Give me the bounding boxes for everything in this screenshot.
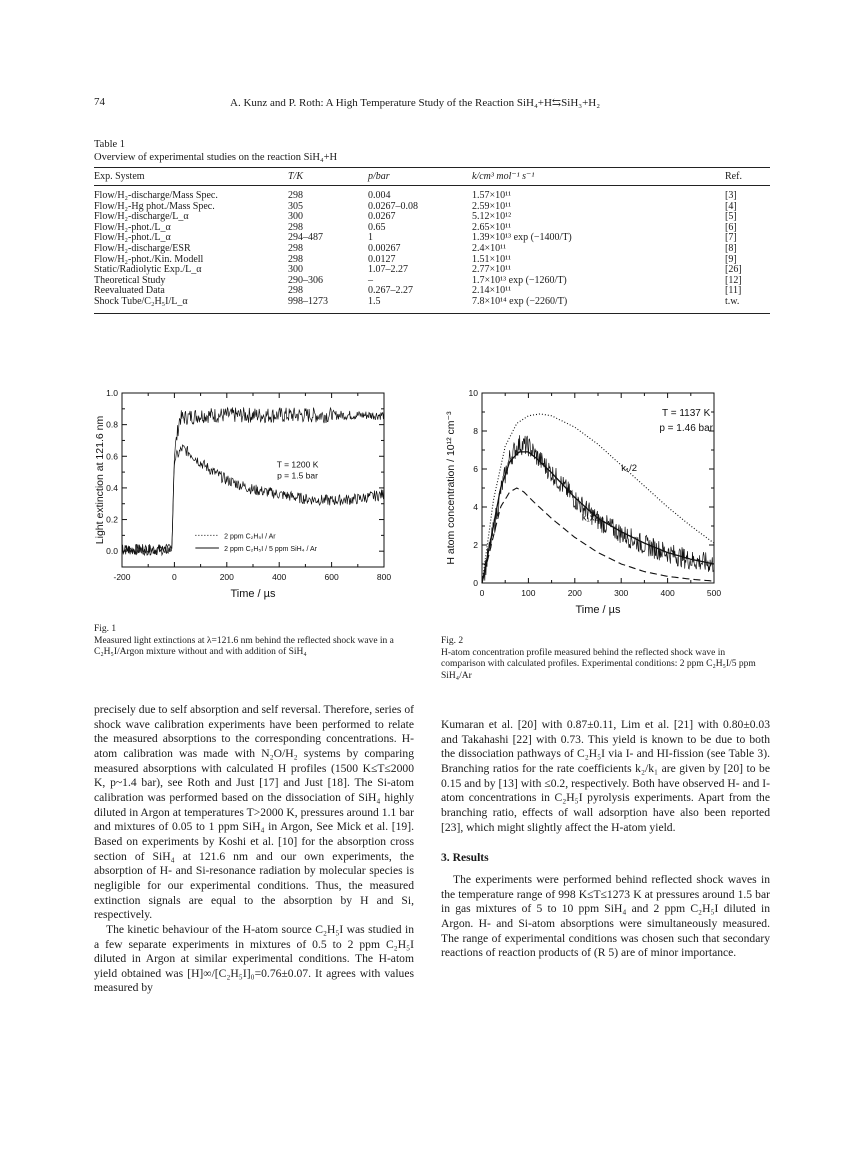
table-title: Overview of experimental studies on the reaction SiH₄+H — [94, 152, 338, 163]
cell-pressure: – — [368, 274, 373, 286]
annotation-pressure: p = 1.5 bar — [277, 470, 318, 481]
figure-1-caption: Measured light extinctions at λ=121.6 nm behind the reflected shock wave in a C₂H₅I/Argon mixture without and with addition of SiH₄ — [94, 635, 394, 657]
cell-rate: 1.57×10¹¹ — [472, 190, 512, 201]
table-header-row — [94, 168, 770, 186]
x-tick-label: 300 — [614, 588, 629, 598]
table-row — [94, 276, 770, 287]
figure-2-label: Fig. 2 — [441, 636, 464, 646]
cell-rate: 2.59×10¹¹ — [472, 200, 512, 212]
y-tick-label: 6 — [473, 464, 478, 474]
cell-system: Shock Tube/C₂H₅I/L_α — [94, 297, 288, 313]
cell-system: Flow/H₂-phot./Kin. Modell — [94, 253, 204, 265]
series-line-0 — [482, 414, 714, 583]
cell-system: Flow/H₂-discharge/Mass Spec. — [94, 190, 218, 201]
cell-rate: 7.8×10¹⁴ exp (−2260/T) — [472, 297, 725, 313]
figure-2-caption-block — [441, 636, 770, 682]
table-row — [94, 212, 770, 223]
x-tick-label: 200 — [219, 572, 234, 582]
cell-temperature: 298 — [288, 190, 303, 201]
cell-ref: [3] — [725, 190, 737, 201]
legend-label-2: 2 ppm C₂H₅I / 5 ppm SiH₄ / Ar — [224, 546, 317, 554]
cell-pressure: 0.65 — [368, 221, 386, 233]
cell-pressure: 0.267–2.27 — [368, 285, 413, 297]
x-axis-label: Time / µs — [230, 588, 276, 600]
cell-ref: [12] — [725, 274, 742, 286]
col-header-pressure: p/bar — [368, 168, 472, 186]
cell-temperature: 998–1273 — [288, 297, 368, 313]
cell-pressure: 1.5 — [368, 297, 472, 313]
y-axis-label: Light extinction at 121.6 nm — [94, 415, 106, 545]
cell-temperature: 298 — [288, 253, 303, 265]
cell-system: Flow/H₂-discharge/L_α — [94, 211, 189, 223]
cell-ref: t.w. — [725, 297, 770, 313]
cell-temperature: 298 — [288, 221, 303, 233]
figure-2-plot — [440, 386, 740, 632]
page-number: 74 — [94, 96, 105, 108]
y-tick-label: 0.6 — [106, 451, 118, 462]
figure-1-label: Fig. 1 — [94, 624, 117, 634]
cell-system: Flow/H₂-discharge/ESR — [94, 242, 191, 254]
cell-pressure: 0.004 — [368, 190, 391, 201]
cell-rate: 1.51×10¹¹ — [472, 253, 512, 265]
col-header-rate: k/cm³ mol⁻¹ s⁻¹ — [472, 168, 725, 186]
studies-table — [94, 167, 770, 314]
cell-temperature: 290–306 — [288, 274, 323, 286]
cell-pressure: 0.0267–0.08 — [368, 200, 418, 212]
cell-pressure: 1.07–2.27 — [368, 264, 408, 276]
table-row — [94, 233, 770, 244]
series-line-1 — [482, 435, 714, 583]
table-row — [94, 186, 770, 202]
x-tick-label: -200 — [113, 572, 131, 582]
right-column — [441, 718, 770, 961]
x-tick-label: 600 — [324, 572, 339, 582]
figure-1 — [92, 388, 392, 620]
y-tick-label: 0.0 — [106, 546, 118, 557]
figure-2 — [440, 386, 740, 632]
cell-pressure: 0.0267 — [368, 211, 396, 223]
table-row — [94, 244, 770, 255]
running-head-title: A. Kunz and P. Roth: A High Temperature Study of the Reaction SiH₄+H⇆SiH₃+H₂ — [230, 97, 601, 109]
y-tick-label: 10 — [468, 388, 478, 398]
col-header-ref: Ref. — [725, 168, 770, 186]
x-tick-label: 400 — [272, 572, 287, 582]
cell-system: Static/Radiolytic Exp./L_α — [94, 264, 202, 276]
curve-label-k1-double: k₁x2 — [581, 512, 600, 524]
cell-ref: [26] — [725, 264, 742, 276]
y-tick-label: 8 — [473, 426, 478, 436]
x-tick-label: 200 — [567, 588, 582, 598]
cell-ref: [9] — [725, 253, 737, 265]
x-tick-label: 500 — [706, 588, 722, 598]
table-row — [94, 286, 770, 297]
annotation-pressure: p = 1.46 bar — [659, 423, 713, 434]
col-header-temperature: T/K — [288, 168, 368, 186]
x-tick-label: 400 — [660, 588, 675, 598]
cell-system: Flow/H₂-phot./L_α — [94, 221, 171, 233]
x-tick-label: 0 — [172, 572, 177, 582]
cell-temperature: 305 — [288, 200, 303, 212]
cell-temperature: 298 — [288, 285, 303, 297]
y-tick-label: 2 — [473, 540, 478, 550]
cell-system: Reevaluated Data — [94, 285, 165, 297]
cell-temperature: 300 — [288, 211, 303, 223]
cell-rate: 2.4×10¹¹ — [472, 242, 507, 254]
table-row — [94, 265, 770, 276]
x-tick-label: 800 — [376, 572, 392, 582]
legend-label-1: 2 ppm C₂H₅I / Ar — [224, 533, 276, 541]
y-tick-label: 0.8 — [106, 419, 118, 430]
cell-ref: [11] — [725, 285, 742, 297]
cell-pressure: 0.00267 — [368, 242, 401, 254]
cell-rate: 1.39×10¹³ exp (−1400/T) — [472, 232, 572, 244]
figure-1-plot — [92, 388, 392, 620]
cell-temperature: 300 — [288, 264, 303, 276]
cell-system: Theoretical Study — [94, 274, 166, 286]
left-paragraph-1: precisely due to self absorption and self reversal. Therefore, series of shock wave calibration experiments have been performed to relate the measured absorptions to the corresponding concentrations. H-atom calibration was made with N₂O/H₂ systems by comparing measured absorptions with calculated H profiles (1500 K≤T≤2000 K, p~1.4 bar), see Roth and Just [17] and Just [18]. The Si-atom calibration was performed based on the dissociation of SiH₄ highly diluted in Argon at temperatures T>2000 K, pressures around 1.1 bar and mixtures of 0.05 to 1 ppm SiH₄ in Argon, See Mick et al. [19]. Based on experiments by Koshi et al. [10] for the absorption cross section of SiH₄ at 121.6 nm and our own experiments, the absorption of H- and Si-resonance radiation by molecular species is negligible for our experimental conditions. Thus, the measured extinction signals are equal to the absorption by H and Si, respectively. — [94, 703, 414, 922]
col-header-system: Exp. System — [94, 168, 288, 186]
table-row — [94, 297, 770, 313]
left-column — [94, 703, 414, 996]
cell-rate: 1.7×10¹³ exp (−1260/T) — [472, 274, 567, 286]
y-tick-label: 0.2 — [106, 514, 118, 525]
cell-ref: [5] — [725, 211, 737, 223]
right-paragraph-1: Kumaran et al. [20] with 0.87±0.11, Lim et al. [21] with 0.80±0.03 and Takahashi [22] with 0.73. This yield is known to be due to both the dissociation pathways of C₂H₅I via I- and HI-fission (see Table 3). Branching ratios for the rate coefficients k₂/k₁ are given by [20] to be 0.15 and by [13] with ≤0.2, respectively. Both have observed H- and I-atom concentrations in C₂H₅I pyrolysis experiments. Apart from the branching ratio, effects of wall adsorption have also been reported [23], which might slightly affect the H-atom yield. — [441, 718, 770, 834]
cell-pressure: 0.0127 — [368, 253, 396, 265]
cell-rate: 2.77×10¹¹ — [472, 264, 512, 276]
results-paragraph: The experiments were performed behind reflected shock waves in the temperature range of 998 K≤T≤1273 K at pressures around 1.5 bar in gas mixtures of 5 to 10 ppm SiH₄ and 2 ppm C₂H₅I diluted in Argon. H- and Si-atom absorptions were simultaneously measured. The range of experimental conditions was chosen such that secondary reactions of reaction products of (R 5) are of minor importance. — [441, 872, 770, 960]
y-tick-label: 0.4 — [106, 482, 118, 493]
cell-temperature: 298 — [288, 242, 303, 254]
table-label: Table 1 — [94, 139, 126, 150]
cell-ref: [8] — [725, 242, 737, 254]
cell-temperature: 294–487 — [288, 232, 323, 244]
series-line-3 — [482, 488, 714, 583]
cell-rate: 5.12×10¹² — [472, 211, 512, 223]
y-tick-label: 0 — [473, 578, 478, 588]
y-tick-label: 4 — [473, 502, 478, 512]
figure-2-caption: H-atom concentration profile measured behind the reflected shock wave in comparison with calculated profiles. Experimental conditions: 2 ppm C₂H₅I/5 ppm SiH₄/Ar — [441, 647, 756, 681]
table-caption — [94, 138, 337, 164]
y-axis-label: H atom concentration / 10¹² cm⁻³ — [445, 411, 457, 565]
figure-1-caption-block — [94, 624, 410, 659]
cell-pressure: 1 — [368, 232, 373, 244]
x-tick-label: 100 — [521, 588, 536, 598]
cell-system: Flow/H₂-Hg phot./Mass Spec. — [94, 200, 215, 212]
annotation-temperature: T = 1137 K — [662, 407, 711, 419]
curve-label-k1-half: k₁/2 — [621, 462, 638, 474]
section-title: 3. Results — [441, 851, 489, 865]
cell-rate: 2.14×10¹¹ — [472, 285, 512, 297]
left-paragraph-2: The kinetic behaviour of the H-atom source C₂H₅I was studied in a few separate experiments in mixtures of 0.5 to 2 ppm C₂H₅I diluted in Argon at similar experimental conditions. The H-atom yield obtained was [H]∞/[C₂H₅I]₀=0.76±0.07. It agrees with values measured by — [94, 922, 414, 995]
annotation-temperature: T = 1200 K — [276, 459, 319, 470]
x-axis-label: Time / µs — [575, 604, 621, 616]
cell-ref: [4] — [725, 200, 737, 212]
table-row — [94, 202, 770, 213]
y-tick-label: 1.0 — [106, 388, 118, 398]
cell-system: Flow/H₂-phot./L_α — [94, 232, 171, 244]
cell-ref: [7] — [725, 232, 737, 244]
x-tick-label: 0 — [479, 588, 485, 598]
table-row — [94, 223, 770, 234]
cell-ref: [6] — [725, 221, 737, 233]
cell-rate: 2.65×10¹¹ — [472, 221, 512, 233]
